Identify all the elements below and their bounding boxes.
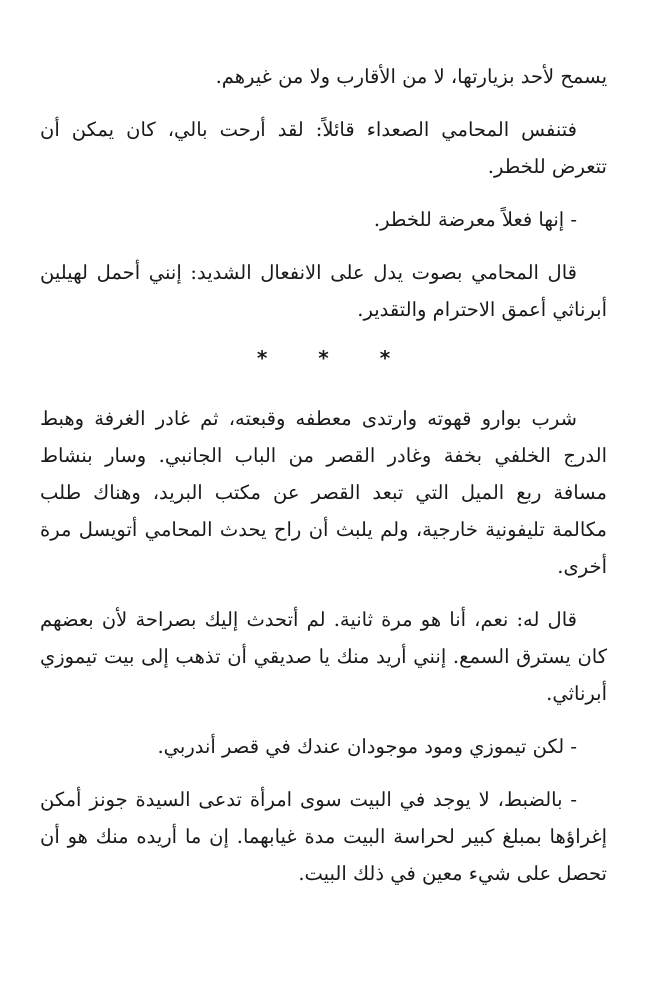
paragraph-4: قال المحامي بصوت يدل على الانفعال الشديد: إنني أحمل لهيلين أبرناثي أعمق الاحترام والتقدير. [40, 261, 607, 321]
paragraph-6: قال له: نعم، أنا هو مرة ثانية. لم أتحدث إليك بصراحة لأن بعضهم كان يسترق السمع. إنني أريد منك يا صديقي أن تذهب إلى بيت تيموزي أبرناثي. [40, 608, 607, 705]
paragraph-8: - بالضبط، لا يوجد في البيت سوى امرأة تدعى السيدة جونز أمكن إغراؤها بمبلغ كبير لحراسة البيت مدة غيابهما. إن ما أريده منك هو أن تحصل على شيء معين في ذلك البيت. [40, 788, 607, 885]
paragraph-3: - إنها فعلاً معرضة للخطر. [373, 208, 577, 231]
paragraph-5: شرب بوارو قهوته وارتدى معطفه وقبعته، ثم غادر الغرفة وهبط الدرج الخلفي بخفة وغادر القصر من الباب الجانبي. وسار بنشاط مسافة ربع الميل التي تبعد القصر عن مكتب البريد، وهناك طلب مكالمة تليفونية خارجية، ولم يلبث أن راح يحدث المحامي أتويسل مرة أخرى. [40, 407, 607, 578]
paragraph-7: - لكن تيموزي ومود موجودان عندك في قصر أندربي. [157, 735, 577, 758]
paragraph-1: يسمح لأحد بزيارتها، لا من الأقارب ولا من غيرهم. [215, 65, 607, 88]
paragraph-2: فتنفس المحامي الصعداء قائلاً: لقد أرحت بالي، كان يمكن أن تتعرض للخطر. [40, 118, 607, 178]
section-separator: * * * [256, 346, 413, 370]
